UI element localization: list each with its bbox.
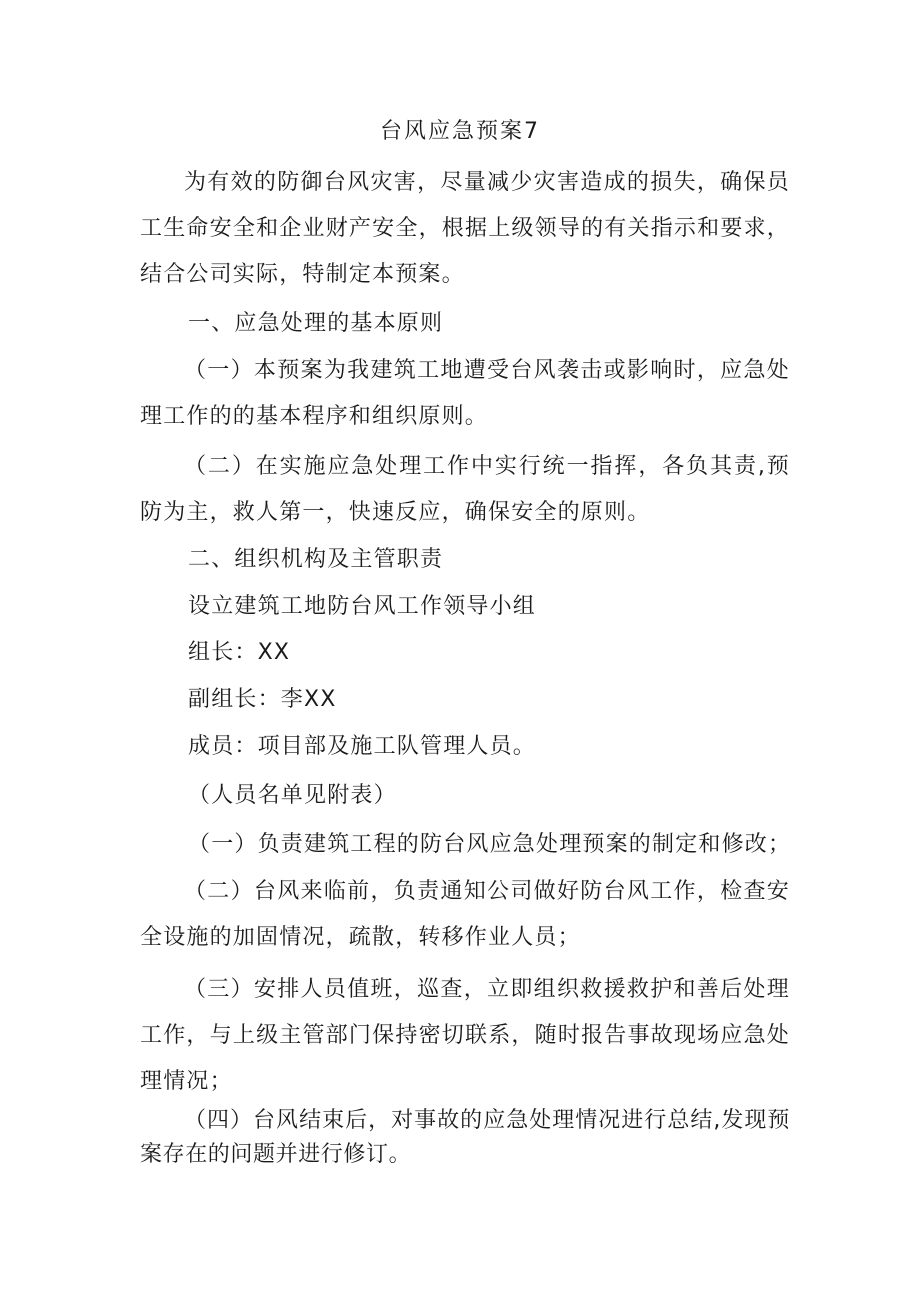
duty-item1: （一）负责建筑工程的防台风应急处理预案的制定和修改； xyxy=(188,832,792,857)
duty-item4: （四）台风结束后，对事故的应急处理情况进行总结,发现预案存在的问题并进行修订。 xyxy=(140,1108,790,1167)
deputy-leader-line: 副组长：李XX xyxy=(188,687,337,712)
intro-paragraph: 为有效的防御台风灾害，尽量减少灾害造成的损失，确保员工生命安全和企业财产安全，根据上级领导的有关指示和要求，结合公司实际，特制定本预案。 xyxy=(140,170,790,287)
leader-line: 组长：XX xyxy=(188,640,291,665)
duty-item3: （三）安排人员值班，巡查，立即组织救援救护和善后处理工作，与上级主管部门保持密切联系，随时报告事故现场应急处理情况； xyxy=(140,977,790,1094)
section2-heading: 二、组织机构及主管职责 xyxy=(188,547,444,572)
section1-heading: 一、应急处理的基本原则 xyxy=(188,311,444,336)
member-list-note: （人员名单见附表） xyxy=(188,783,397,808)
section1-item2: （二）在实施应急处理工作中实行统一指挥，各负其责,预防为主，救人第一，快速反应，确保安全的原则。 xyxy=(140,454,790,525)
document-title: 台风应急预案7 xyxy=(380,119,540,144)
section1-item1: （一）本预案为我建筑工地遭受台风袭击或影响时，应急处理工作的的基本程序和组织原则。 xyxy=(140,358,790,429)
duty-item2: （二）台风来临前，负责通知公司做好防台风工作，检查安全设施的加固情况，疏散，转移作业人员； xyxy=(140,879,790,950)
members-line: 成员：项目部及施工队管理人员。 xyxy=(188,734,537,759)
group-setup-line: 设立建筑工地防台风工作领导小组 xyxy=(188,594,537,619)
